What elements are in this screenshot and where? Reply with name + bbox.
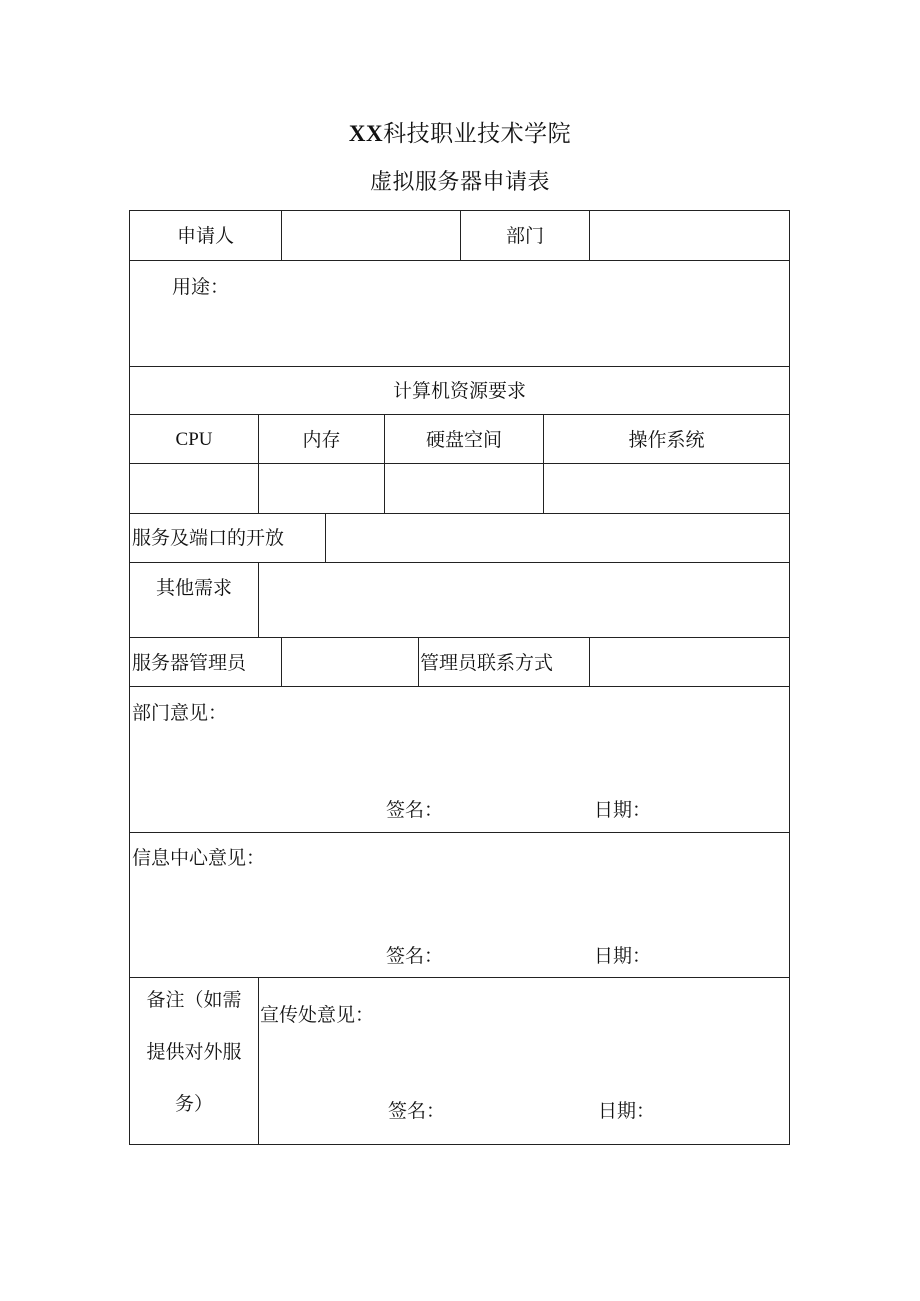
purpose-field[interactable] bbox=[131, 303, 788, 363]
remark-label-line2: 提供对外服 bbox=[146, 1041, 242, 1063]
row-divider bbox=[130, 977, 789, 978]
info-center-opinion-label: 信息中心意见： bbox=[132, 847, 266, 869]
row-divider bbox=[130, 366, 789, 367]
dept-sign-label: 签名： bbox=[386, 799, 444, 821]
purpose-label: 用途： bbox=[172, 276, 230, 298]
department-field[interactable] bbox=[590, 212, 789, 259]
memory-header: 内存 bbox=[302, 429, 341, 451]
school-title bbox=[0, 119, 920, 149]
col-divider bbox=[258, 977, 259, 1145]
publicity-sign-label: 签名： bbox=[388, 1100, 446, 1122]
application-form bbox=[129, 210, 790, 1145]
department-label: 部门 bbox=[505, 225, 544, 247]
remark-label-line1: 备注（如需 bbox=[146, 989, 242, 1011]
info-center-sign-label: 签名： bbox=[386, 945, 444, 967]
dept-opinion-label: 部门意见： bbox=[132, 702, 228, 724]
publicity-date-label: 日期： bbox=[598, 1100, 656, 1122]
col-divider bbox=[325, 513, 326, 562]
services-ports-label: 服务及端口的开放 bbox=[132, 527, 285, 549]
disk-space-field[interactable] bbox=[386, 465, 542, 512]
remark-label-line3: 务） bbox=[174, 1093, 213, 1115]
os-header: 操作系统 bbox=[628, 429, 705, 451]
row-divider bbox=[130, 463, 789, 464]
col-divider bbox=[258, 562, 259, 637]
os-field[interactable] bbox=[545, 465, 788, 512]
cpu-field[interactable] bbox=[131, 465, 257, 512]
cpu-header: CPU bbox=[175, 429, 213, 450]
resources-section-title: 计算机资源要求 bbox=[392, 380, 526, 402]
server-admin-field[interactable] bbox=[282, 638, 417, 685]
row-divider bbox=[130, 414, 789, 415]
disk-space-header: 硬盘空间 bbox=[425, 429, 502, 451]
admin-contact-field[interactable] bbox=[590, 638, 788, 685]
other-requirements-label: 其他需求 bbox=[155, 577, 232, 599]
applicant-label: 申请人 bbox=[176, 225, 234, 247]
form-title: 虚拟服务器申请表 bbox=[369, 170, 550, 195]
row-divider bbox=[130, 260, 789, 261]
row-divider bbox=[130, 832, 789, 833]
applicant-field[interactable] bbox=[282, 212, 460, 259]
server-admin-label: 服务器管理员 bbox=[132, 652, 247, 674]
col-divider bbox=[418, 637, 419, 686]
other-requirements-field[interactable] bbox=[260, 563, 788, 636]
services-ports-field[interactable] bbox=[327, 514, 788, 561]
school-prefix: XX bbox=[348, 121, 384, 146]
dept-date-label: 日期： bbox=[594, 799, 652, 821]
info-center-date-label: 日期： bbox=[594, 945, 652, 967]
admin-contact-label: 管理员联系方式 bbox=[420, 652, 554, 674]
row-divider bbox=[130, 686, 789, 687]
publicity-opinion-label: 宣传处意见： bbox=[260, 1004, 375, 1026]
memory-field[interactable] bbox=[260, 465, 383, 512]
school-name: 科技职业技术学院 bbox=[383, 121, 572, 147]
